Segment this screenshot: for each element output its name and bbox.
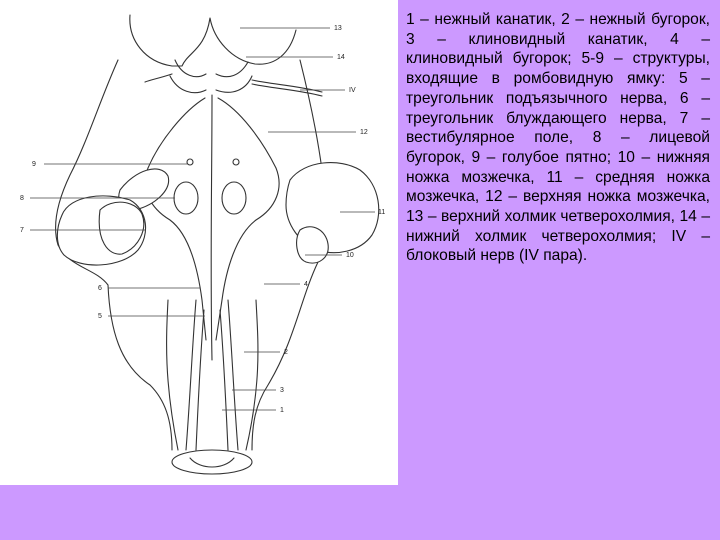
- label-IV: IV: [349, 87, 356, 94]
- lower-colliculus-right: [216, 76, 252, 92]
- label-12: 12: [360, 129, 368, 136]
- upper-colliculus-right: [216, 62, 248, 77]
- facial-colliculus-right: [222, 182, 246, 214]
- median-sulcus: [211, 95, 212, 360]
- trochlear-nerve-right: [252, 80, 322, 96]
- cuneate-fascicle-left: [167, 300, 178, 450]
- label-13: 13: [334, 25, 342, 32]
- label-14: 14: [337, 54, 345, 61]
- trochlear-nerve-left: [145, 74, 172, 82]
- label-4: 4: [304, 281, 308, 288]
- label-6: 6: [98, 285, 102, 292]
- figure-caption: 1 – нежный канатик, 2 – нежный бугорок, 3 – клиновидный канатик, 4 – клиновидный бугорок; 5-9 – структуры, входящие в ромбовидную ямку: 5 – треугольник подъязычного нерва, 6 – треугольник блуждающего нерва, 7 – вестибулярное поле, 8 – лицевой бугорок, 9 – голубое пятно; 10 – нижняя ножка мозжечка, 11 – средняя ножка мозжечка, 12 – верхняя ножка мозжечка, 13 – верхний холмик четверохолмия, 14 – нижний холмик четверохолмия; IV – блоковый нерв (IV пара).: [406, 11, 710, 265]
- label-5: 5: [98, 313, 102, 320]
- label-7: 7: [20, 227, 24, 234]
- figure-panel: [0, 0, 398, 485]
- label-2: 2: [284, 349, 288, 356]
- rhomboid-fossa-right: [216, 98, 279, 340]
- blue-spot-right: [233, 159, 239, 165]
- label-11: 11: [378, 209, 386, 216]
- lower-colliculus-left: [170, 76, 206, 93]
- label-8: 8: [20, 195, 24, 202]
- facial-colliculus-left: [174, 182, 198, 214]
- spinal-cord-cut: [172, 450, 252, 474]
- midbrain-outline: [130, 15, 296, 66]
- gracile-fascicle-left: [186, 300, 204, 450]
- upper-colliculus-left: [175, 60, 206, 77]
- cuneate-fascicle-right: [246, 300, 258, 450]
- label-3: 3: [280, 387, 284, 394]
- rhomboid-fossa-left: [145, 98, 206, 340]
- label-1: 1: [280, 407, 284, 414]
- label-10: 10: [346, 252, 354, 259]
- brainstem-diagram: [0, 0, 398, 485]
- gracile-fascicle-right: [220, 300, 238, 450]
- label-9: 9: [32, 161, 36, 168]
